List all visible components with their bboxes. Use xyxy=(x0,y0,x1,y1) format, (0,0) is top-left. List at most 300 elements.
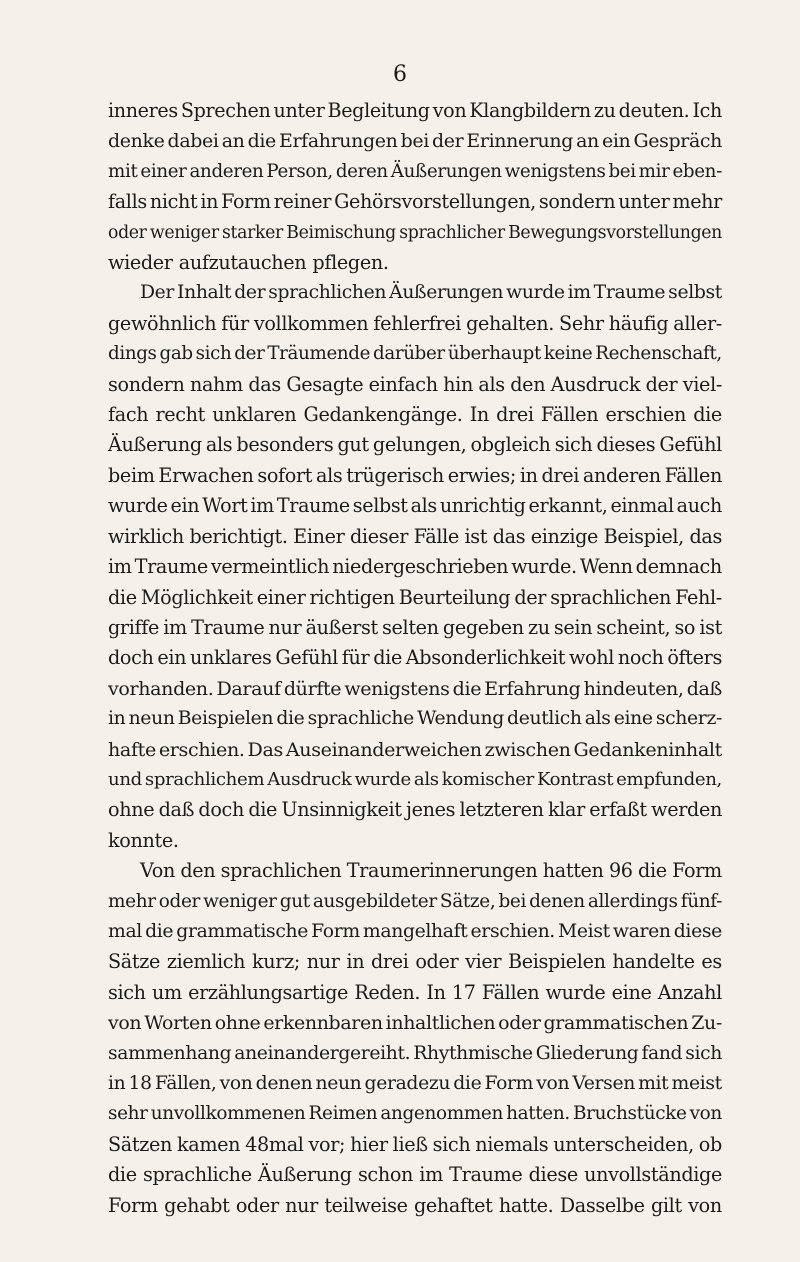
word: noch xyxy=(617,646,664,670)
word: bei xyxy=(608,160,636,182)
word: beim xyxy=(108,463,155,487)
word: erkannt, xyxy=(528,494,608,518)
word: hin xyxy=(443,372,473,396)
word: sammenhang xyxy=(108,1042,232,1064)
word: angenommen xyxy=(380,1103,503,1125)
word: Traume xyxy=(191,615,265,639)
word: Erfahrung xyxy=(484,677,581,700)
word: sehr xyxy=(108,1103,148,1125)
word: Klangbildern xyxy=(469,99,591,122)
word: Wendung xyxy=(417,708,504,730)
word: mehr xyxy=(672,190,722,214)
word: den xyxy=(180,859,216,883)
word: Form xyxy=(311,920,360,942)
word: es xyxy=(701,950,722,974)
word: erzählungsartige xyxy=(188,980,349,1004)
word: Sätze xyxy=(108,950,161,974)
text-line xyxy=(108,309,722,339)
word: oder xyxy=(108,222,147,243)
word: starker xyxy=(222,222,283,243)
word: sich xyxy=(195,343,232,365)
page-number: 6 xyxy=(393,62,407,87)
word: Gefühl xyxy=(659,433,722,457)
word: fand xyxy=(641,1042,683,1064)
text-line xyxy=(108,1069,722,1099)
word: gelungen, xyxy=(372,433,467,457)
word: gegeben xyxy=(442,615,524,639)
word: unrichtig xyxy=(439,494,526,518)
word: besonders xyxy=(236,433,334,457)
word: mal xyxy=(108,920,142,942)
word: Form xyxy=(221,190,271,214)
word: recht xyxy=(155,403,206,427)
word: vollkommen xyxy=(253,311,369,335)
word: nur xyxy=(285,1193,318,1217)
word: sprachliche xyxy=(307,708,414,730)
text-line xyxy=(108,583,722,613)
word: die xyxy=(108,585,137,609)
text-line xyxy=(108,887,722,917)
word: Bewegungsvorstellungen xyxy=(508,222,722,243)
word: gehabt xyxy=(164,1193,230,1217)
word: Möglichkeit xyxy=(140,585,253,609)
word: Gespräch xyxy=(633,130,722,153)
word: so xyxy=(674,615,696,639)
text-line xyxy=(108,157,722,187)
text-line xyxy=(108,674,722,704)
word: falls xyxy=(108,190,147,214)
word: überhaupt xyxy=(447,343,541,365)
word: 18 xyxy=(128,1073,152,1094)
word: dieser xyxy=(350,524,409,548)
word: unvollkommenen xyxy=(150,1103,306,1125)
word: erschien. xyxy=(158,738,245,761)
word: Ich xyxy=(692,99,722,122)
word: gab xyxy=(159,343,193,365)
word: als xyxy=(584,708,611,730)
word: ohne xyxy=(214,1012,261,1035)
word: eine xyxy=(611,980,652,1004)
word: drei xyxy=(371,950,409,974)
word: äußerst xyxy=(305,615,378,639)
word: denen xyxy=(529,890,585,912)
word: Wenn xyxy=(579,555,633,579)
word: Der xyxy=(140,282,175,304)
word: Gliederung xyxy=(535,1042,639,1064)
word: inneres xyxy=(108,99,178,122)
word: ohne xyxy=(108,798,155,822)
word: erschien xyxy=(605,403,686,427)
word: 17 xyxy=(451,980,476,1004)
word: Gefühl xyxy=(275,646,338,670)
word: Darauf xyxy=(216,677,281,700)
word: neun xyxy=(315,1073,362,1094)
word: griffe xyxy=(108,615,160,639)
word: Fällen xyxy=(664,463,722,487)
word: wurde xyxy=(506,282,565,304)
word: dabei xyxy=(167,130,219,153)
word: ziemlich xyxy=(166,950,246,974)
word: demnach xyxy=(635,555,722,579)
text-line xyxy=(108,978,722,1008)
word: hindeuten, xyxy=(583,677,684,700)
word: bei xyxy=(498,890,526,912)
word: Begleitung xyxy=(327,99,430,122)
word: weniger xyxy=(149,222,219,243)
word: Absonderlichkeit xyxy=(405,646,566,670)
word: viel- xyxy=(682,372,722,396)
word: die xyxy=(693,403,722,427)
text-line xyxy=(108,1191,722,1221)
body-text xyxy=(108,96,722,1221)
word: ausgebildeter xyxy=(312,890,437,912)
word: im xyxy=(108,555,132,579)
word: im xyxy=(567,282,591,304)
word: konnte. xyxy=(108,828,179,852)
word: sich xyxy=(685,1042,722,1064)
word: Gehörsvorstellungen, xyxy=(334,190,536,214)
word: oder xyxy=(235,1193,279,1217)
word: öfters xyxy=(667,646,722,670)
word: unterscheiden, xyxy=(553,1132,694,1156)
word: sprachlicher xyxy=(399,222,505,243)
word: Inhalt xyxy=(177,282,232,304)
word: obgleich xyxy=(470,433,551,457)
word: Kontrast xyxy=(536,768,614,790)
word: von xyxy=(536,1073,570,1094)
word: ließ xyxy=(392,1132,428,1156)
word: mit xyxy=(638,1073,669,1094)
word: Zu- xyxy=(691,1012,722,1035)
word: als xyxy=(205,433,233,457)
word: 96 xyxy=(608,859,633,883)
word: die xyxy=(452,677,482,700)
word: die xyxy=(453,1073,482,1094)
word: Form xyxy=(484,1073,534,1094)
word: fünf- xyxy=(680,890,722,912)
text-line xyxy=(108,461,722,491)
word: Person, xyxy=(266,160,333,182)
word: denke xyxy=(108,130,165,153)
word: Fehl- xyxy=(675,585,722,609)
word: ob xyxy=(698,1132,722,1156)
word: waren xyxy=(612,920,671,942)
word: Reimen xyxy=(308,1103,378,1125)
word: mangelhaft xyxy=(362,920,468,942)
word: Beispielen xyxy=(177,708,274,730)
word: nicht xyxy=(149,190,198,214)
word: wurde. xyxy=(511,555,577,579)
word: handelte xyxy=(612,950,695,974)
word: als xyxy=(478,372,505,396)
word: werden xyxy=(651,798,722,822)
word: sprachliche xyxy=(142,1163,252,1187)
text-line xyxy=(108,947,722,977)
word: deuten. xyxy=(618,99,690,122)
word: scheint, xyxy=(596,615,671,639)
word: Äußerungen xyxy=(389,282,504,304)
word: mir xyxy=(638,160,670,182)
word: von xyxy=(108,1012,142,1035)
word: einer xyxy=(256,585,306,609)
word: ist xyxy=(464,524,488,548)
word: sprachlichem xyxy=(144,768,265,790)
word: drei xyxy=(496,403,534,427)
word: erwies; xyxy=(447,463,517,487)
word: mit xyxy=(108,160,138,182)
word: reiner xyxy=(273,190,332,214)
text-line xyxy=(108,643,722,673)
word: als xyxy=(316,463,343,487)
word: darüber xyxy=(373,343,445,365)
word: gut xyxy=(279,890,310,912)
word: sprachlichen xyxy=(550,585,671,609)
word: diese xyxy=(673,920,722,942)
word: wenigstens xyxy=(504,160,606,182)
word: Bruchstücke xyxy=(572,1103,687,1125)
word: sofort xyxy=(257,463,313,487)
word: wieder xyxy=(108,251,173,275)
text-line xyxy=(108,430,722,460)
word: und xyxy=(108,768,142,790)
word: häufig xyxy=(608,311,669,335)
word: Versen xyxy=(572,1073,635,1094)
word: richtigen xyxy=(309,585,395,609)
text-line xyxy=(108,704,722,734)
word: wurde xyxy=(108,494,168,518)
word: Sprechen xyxy=(180,99,271,122)
word: Beispiel, xyxy=(603,524,684,548)
word: die xyxy=(248,798,278,822)
word: fehlerfrei xyxy=(373,311,462,335)
word: drei xyxy=(541,463,580,487)
word: die xyxy=(108,1163,137,1187)
word: klar xyxy=(547,798,585,822)
word: die xyxy=(276,708,305,730)
word: oder xyxy=(498,1012,541,1035)
word: aller- xyxy=(673,311,722,335)
word: Anzahl xyxy=(657,980,722,1004)
word: ein xyxy=(601,130,631,153)
word: Traume xyxy=(276,494,350,518)
word: grammatischen xyxy=(543,1012,689,1035)
word: wohl xyxy=(568,646,615,670)
word: Beimischung xyxy=(286,222,396,243)
word: anderen xyxy=(582,463,661,487)
word: im xyxy=(163,615,187,639)
text-line xyxy=(108,917,722,947)
word: ein xyxy=(170,494,200,518)
word: sondern xyxy=(108,372,185,396)
word: fach xyxy=(108,403,149,427)
word: Form xyxy=(108,1193,158,1217)
word: In xyxy=(469,403,489,427)
word: ein xyxy=(157,646,187,670)
word: jenes xyxy=(406,798,456,822)
word: vor; xyxy=(308,1132,346,1156)
word: einzige xyxy=(530,524,599,548)
word: erkennbaren xyxy=(263,1012,383,1035)
word: sein xyxy=(553,615,593,639)
word: Fällen xyxy=(481,980,540,1004)
word: empfunden, xyxy=(616,768,722,790)
word: Dasselbe xyxy=(559,1193,645,1217)
text-line xyxy=(108,370,722,400)
word: 48mal xyxy=(245,1132,304,1156)
word: sprachlichen xyxy=(268,282,387,304)
word: gut xyxy=(337,433,369,457)
word: eben- xyxy=(672,160,722,182)
word: mehr xyxy=(108,890,156,912)
word: zwischen xyxy=(484,738,571,761)
word: im xyxy=(419,1163,443,1187)
word: der xyxy=(234,282,266,304)
word: anderen xyxy=(189,160,264,182)
word: dieses xyxy=(596,433,656,457)
word: einfach xyxy=(368,372,438,396)
word: Gedankengänge. xyxy=(303,403,463,427)
word: ist xyxy=(699,615,722,639)
word: neun xyxy=(128,708,175,730)
word: dürfte xyxy=(283,677,342,700)
word: Sätze, xyxy=(439,890,496,912)
word: die xyxy=(373,646,402,670)
word: hatte. xyxy=(498,1193,554,1217)
word: unklares xyxy=(190,646,272,670)
text-line xyxy=(108,400,722,430)
word: der xyxy=(645,372,678,396)
word: zu xyxy=(593,99,616,122)
word: in xyxy=(200,190,219,214)
word: allerdings xyxy=(587,890,678,912)
word: das xyxy=(492,524,526,548)
word: Gesagte xyxy=(286,372,364,396)
word: Beurteilung xyxy=(398,585,511,609)
text-line xyxy=(108,1160,722,1190)
word: grammatische xyxy=(176,920,309,942)
word: kamen xyxy=(176,1132,241,1156)
word: unter xyxy=(618,190,670,214)
word: Traumerinnerungen xyxy=(346,859,538,883)
word: deren xyxy=(335,160,388,182)
text-line xyxy=(108,735,722,765)
word: wurde xyxy=(545,980,606,1004)
word: wurde xyxy=(354,768,411,790)
word: denen xyxy=(255,1073,313,1094)
word: einer xyxy=(140,160,187,182)
word: der xyxy=(431,130,464,153)
word: die xyxy=(145,920,174,942)
word: um xyxy=(151,980,182,1004)
word: selbst xyxy=(668,282,722,304)
word: Sehr xyxy=(559,311,604,335)
word: nur xyxy=(306,950,340,974)
word: oder xyxy=(158,890,201,912)
word: Erinnerung xyxy=(466,130,574,153)
word: Erwachen xyxy=(158,463,254,487)
word: für xyxy=(221,311,249,335)
text-line xyxy=(108,1039,722,1069)
word: in xyxy=(108,1073,126,1094)
word: an xyxy=(221,130,245,153)
word: für xyxy=(341,646,370,670)
text-line xyxy=(108,613,722,643)
word: von xyxy=(219,1073,253,1094)
word: Worten xyxy=(144,1012,212,1035)
text-line xyxy=(108,126,722,156)
word: daß xyxy=(158,798,195,822)
word: der xyxy=(234,343,265,365)
word: niemals xyxy=(475,1132,549,1156)
word: dings xyxy=(108,343,157,365)
text-line xyxy=(108,187,722,217)
word: letzteren xyxy=(459,798,544,822)
word: unvollständige xyxy=(584,1163,722,1187)
word: wenigstens xyxy=(344,677,450,700)
text-line xyxy=(108,826,722,856)
word: aufzutauchen xyxy=(178,251,307,275)
word: erschien. xyxy=(470,920,555,942)
word: die xyxy=(247,130,276,153)
word: Fällen xyxy=(540,403,599,427)
word: an xyxy=(576,130,599,153)
text-line xyxy=(108,96,722,126)
word: Meist xyxy=(558,920,610,942)
word: aneinandergereiht. xyxy=(234,1042,411,1064)
word: Wort xyxy=(202,494,248,518)
word: scherz- xyxy=(655,708,722,730)
text-line xyxy=(108,491,722,521)
word: Unsinnigkeit xyxy=(281,798,402,822)
word: Einer xyxy=(293,524,345,548)
word: Erfahrungen xyxy=(278,130,398,153)
word: Äußerung xyxy=(108,433,202,457)
word: vorhanden. xyxy=(108,677,214,700)
word: doch xyxy=(108,646,154,670)
word: Reden. xyxy=(354,980,421,1004)
word: kurz; xyxy=(251,950,300,974)
word: von xyxy=(689,1103,722,1125)
word: den xyxy=(510,372,546,396)
text-line xyxy=(108,339,722,369)
word: geradezu xyxy=(364,1073,451,1094)
word: daß xyxy=(686,677,722,700)
text-line xyxy=(108,795,722,825)
text-line xyxy=(108,765,722,795)
word: trügerisch xyxy=(346,463,444,487)
word: sich xyxy=(554,433,593,457)
text-line xyxy=(108,522,722,552)
word: sprachlichen xyxy=(220,859,342,883)
word: teilweise xyxy=(324,1193,408,1217)
word: unter xyxy=(273,99,325,122)
word: Traume xyxy=(134,555,208,579)
word: Sätzen xyxy=(108,1132,173,1156)
word: schon xyxy=(357,1163,414,1187)
word: Ausdruck xyxy=(267,768,352,790)
word: sich xyxy=(432,1132,471,1156)
text-line xyxy=(108,1008,722,1038)
word: niedergeschrieben xyxy=(332,555,509,579)
word: zu xyxy=(527,615,550,639)
word: komischer xyxy=(441,768,534,790)
word: das xyxy=(689,524,722,548)
word: in xyxy=(519,463,538,487)
paragraph-start-line xyxy=(108,278,722,308)
word: in xyxy=(108,708,126,730)
word: Form xyxy=(672,859,722,883)
word: hafte xyxy=(108,738,156,761)
